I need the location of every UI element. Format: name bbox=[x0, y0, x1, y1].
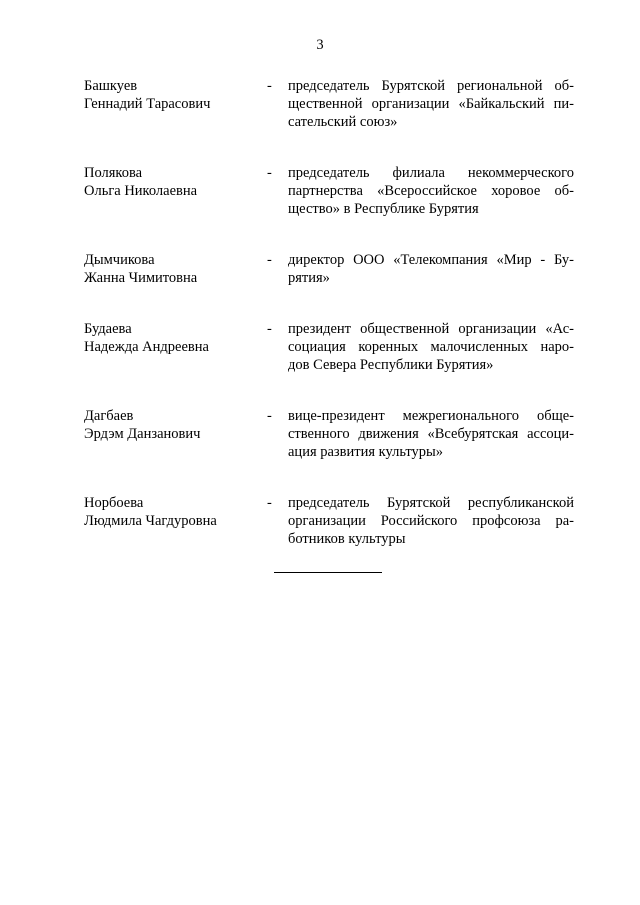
position-line: директор ООО «Телекомпания «Мир - Бу- bbox=[288, 252, 574, 268]
position-line: дов Севера Республики Бурятия» bbox=[288, 357, 494, 373]
member-list bbox=[84, 77, 574, 548]
position-line: ация развития культуры» bbox=[288, 444, 444, 460]
position-line: щество» в Республике Бурятия bbox=[288, 201, 479, 217]
member-surname: Норбоева bbox=[84, 495, 144, 511]
member-surname: Будаева bbox=[84, 321, 132, 337]
member-entry bbox=[84, 164, 574, 218]
member-name bbox=[84, 77, 267, 113]
separator-dash: - bbox=[267, 252, 272, 268]
member-given-names: Эрдэм Данзанович bbox=[84, 426, 201, 442]
member-entry bbox=[84, 407, 574, 461]
position-line: социация коренных малочисленных наро- bbox=[288, 339, 574, 355]
member-name bbox=[84, 407, 267, 443]
separator-dash: - bbox=[267, 321, 272, 337]
member-position bbox=[288, 251, 574, 287]
member-position bbox=[288, 494, 574, 548]
member-given-names: Ольга Николаевна bbox=[84, 183, 198, 199]
position-line: щественной организации «Байкальский пи- bbox=[288, 96, 574, 112]
separator-dash: - bbox=[267, 408, 272, 424]
position-line: рятия» bbox=[288, 270, 330, 286]
member-surname: Дымчикова bbox=[84, 252, 155, 268]
member-position bbox=[288, 407, 574, 461]
member-given-names: Надежда Андреевна bbox=[84, 339, 209, 355]
member-given-names: Геннадий Тарасович bbox=[84, 96, 211, 112]
position-line: председатель Бурятской республиканской bbox=[288, 495, 574, 511]
member-surname: Дагбаев bbox=[84, 408, 134, 424]
position-line: председатель филиала некоммерческого bbox=[288, 165, 574, 181]
member-entry bbox=[84, 251, 574, 287]
separator-dash: - bbox=[267, 165, 272, 181]
member-surname: Башкуев bbox=[84, 78, 138, 94]
member-entry bbox=[84, 77, 574, 131]
member-given-names: Людмила Чагдуровна bbox=[84, 513, 217, 529]
position-line: ботников культуры bbox=[288, 531, 406, 547]
member-position bbox=[288, 320, 574, 374]
closing-divider-line bbox=[274, 572, 382, 573]
position-line: президент общественной организации «Ас- bbox=[288, 321, 574, 337]
member-entry bbox=[84, 320, 574, 374]
member-name bbox=[84, 494, 267, 530]
position-line: председатель Бурятской региональной об- bbox=[288, 78, 574, 94]
member-given-names: Жанна Чимитовна bbox=[84, 270, 198, 286]
separator-dash: - bbox=[267, 78, 272, 94]
member-entry bbox=[84, 494, 574, 548]
member-name bbox=[84, 251, 267, 287]
member-name bbox=[84, 164, 267, 200]
separator-dash: - bbox=[267, 495, 272, 511]
position-line: партнерства «Всероссийское хоровое об- bbox=[288, 183, 574, 199]
position-line: ственного движения «Всебурятская ассоци- bbox=[288, 426, 574, 442]
page-number: 3 bbox=[316, 37, 324, 53]
member-surname: Полякова bbox=[84, 165, 143, 181]
position-line: сательский союз» bbox=[288, 114, 398, 130]
member-position bbox=[288, 164, 574, 218]
member-position bbox=[288, 77, 574, 131]
position-line: вице-президент межрегионального обще- bbox=[288, 408, 574, 424]
member-name bbox=[84, 320, 267, 356]
position-line: организации Российского профсоюза ра- bbox=[288, 513, 574, 529]
